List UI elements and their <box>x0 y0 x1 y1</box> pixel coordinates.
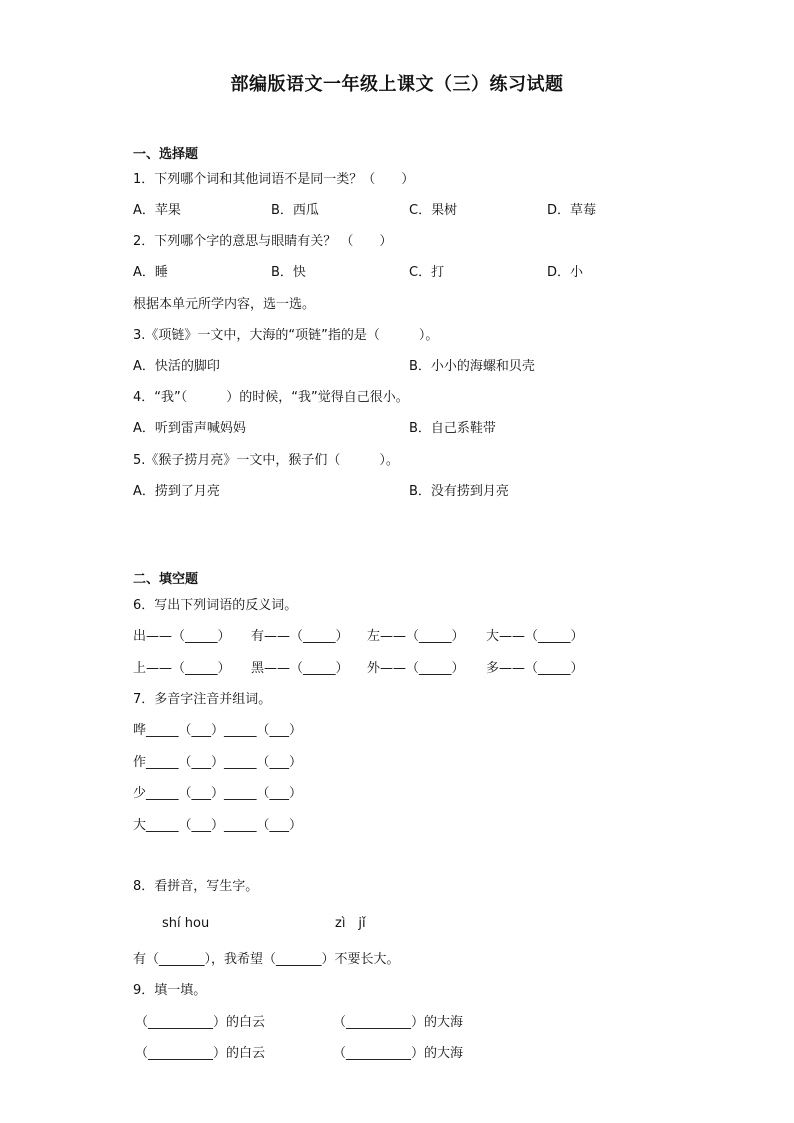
antonym-cell: 上——（_____） <box>133 661 231 676</box>
antonym-cell: 有——（_____） <box>251 629 349 644</box>
question-4-option-b: B．自己系鞋带 <box>409 421 496 436</box>
question-1-option-c: C．果树 <box>409 203 458 218</box>
polyphone-row: 大_____（___）_____（___） <box>133 818 303 833</box>
antonym-cell: 大——（_____） <box>486 629 584 644</box>
antonym-cell: 左——（_____） <box>367 629 465 644</box>
antonym-cell: 外——（_____） <box>367 661 465 676</box>
antonym-cell: 多——（_____） <box>486 661 584 676</box>
question-3-stem: 3.《项链》一文中，大海的“项链”指的是（ ）。 <box>133 328 439 343</box>
question-2-option-b: B．快 <box>271 265 306 280</box>
question-3-option-b: B．小小的海螺和贝壳 <box>409 359 535 374</box>
question-4-stem: 4．“我”（ ）的时候，“我”觉得自己很小。 <box>133 390 409 405</box>
question-7-stem: 7．多音字注音并组词。 <box>133 692 272 707</box>
question-4-option-a: A．听到雷声喊妈妈 <box>133 421 246 436</box>
page-title: 部编版语文一年级上课文（三）练习试题 <box>230 74 564 95</box>
question-5-option-b: B．没有捞到月亮 <box>409 484 509 499</box>
fill-phrase: （__________）的白云 <box>135 1015 266 1030</box>
question-8-stem: 8．看拼音，写生字。 <box>133 879 259 894</box>
pinyin-shihou: shí hou <box>162 916 210 931</box>
fill-phrase: （__________）的大海 <box>333 1015 464 1030</box>
fill-phrase: （__________）的白云 <box>135 1046 266 1061</box>
fill-phrase: （__________）的大海 <box>333 1046 464 1061</box>
question-1-option-d: D．草莓 <box>547 203 597 218</box>
question-2-option-a: A．睡 <box>133 265 168 280</box>
section-heading-fill: 二、填空题 <box>133 572 199 587</box>
section-heading-choice: 一、选择题 <box>133 147 199 162</box>
polyphone-row: 哗_____（___）_____（___） <box>133 723 303 738</box>
question-8-sentence: 有（_______），我希望（_______）不要长大。 <box>133 952 400 967</box>
pinyin-ziji: zì jǐ <box>335 916 366 931</box>
question-5-option-a: A．捞到了月亮 <box>133 484 220 499</box>
antonym-cell: 出——（_____） <box>133 629 231 644</box>
antonym-cell: 黑——（_____） <box>251 661 349 676</box>
question-3-option-a: A．快活的脚印 <box>133 359 220 374</box>
question-1-stem: 1．下列哪个词和其他词语不是同一类？（ ） <box>133 172 415 187</box>
question-5-stem: 5.《猴子捞月亮》一文中，猴子们（ ）。 <box>133 453 399 468</box>
polyphone-row: 作_____（___）_____（___） <box>133 755 303 770</box>
question-9-stem: 9．填一填。 <box>133 983 207 998</box>
question-2-option-c: C．打 <box>409 265 445 280</box>
question-1-option-b: B．西瓜 <box>271 203 319 218</box>
polyphone-row: 少_____（___）_____（___） <box>133 786 303 801</box>
question-2-stem: 2．下列哪个字的意思与眼睛有关？ （ ） <box>133 234 393 249</box>
section-intro: 根据本单元所学内容，选一选。 <box>133 297 316 312</box>
question-2-option-d: D．小 <box>547 265 584 280</box>
question-1-option-a: A．苹果 <box>133 203 181 218</box>
question-6-stem: 6．写出下列词语的反义词。 <box>133 598 298 613</box>
